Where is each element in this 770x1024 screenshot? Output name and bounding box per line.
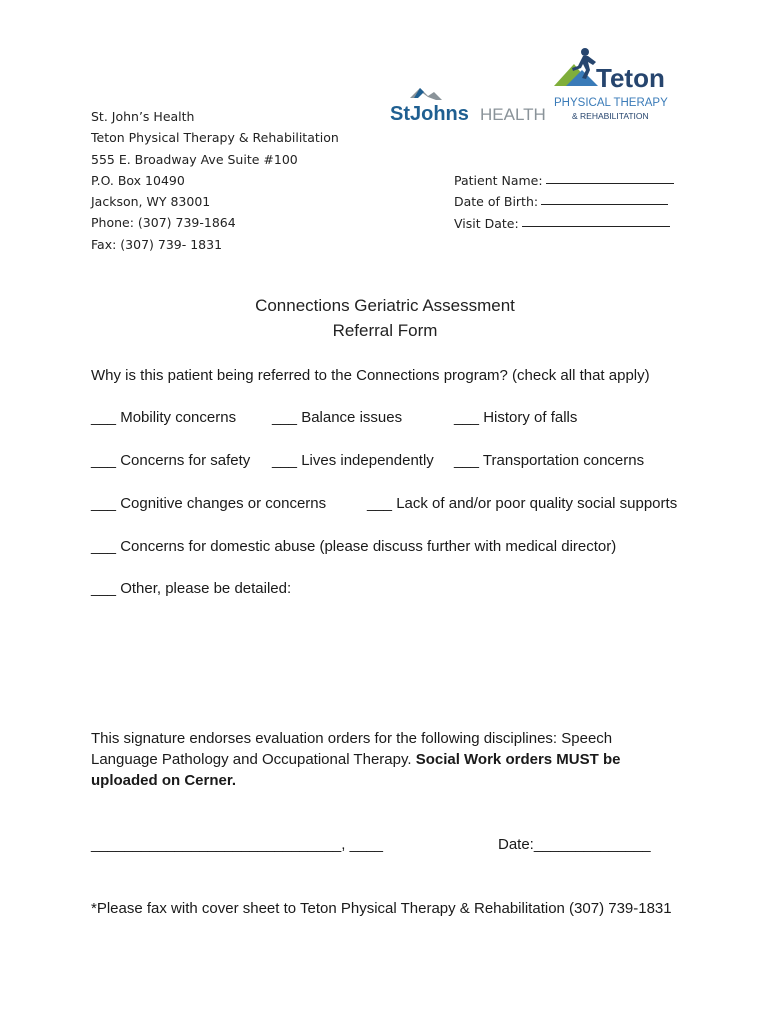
address-block	[91, 106, 339, 255]
checklist-item-other[interactable]: ___ Other, please be detailed:	[91, 580, 292, 597]
checklist-item-lives-independently[interactable]: ___ Lives independently	[272, 452, 434, 469]
endorsement-body: This signature endorses evaluation orders for the following disciplines: Speech Language Pathology and Occupational Therapy.	[91, 730, 613, 768]
address-line: 555 E. Broadway Ave Suite #100	[91, 151, 298, 167]
visit-date-line[interactable]	[522, 213, 670, 227]
patient-name-line[interactable]	[546, 170, 674, 184]
date-line[interactable]: Date:______________	[498, 836, 651, 853]
referral-question: Why is this patient being referred to the Connections program? (check all that apply)	[91, 367, 650, 384]
signature-line[interactable]: ______________________________, ____	[91, 836, 383, 853]
endorsement-bold: Social Work orders MUST be uploaded on Cerner.	[91, 751, 621, 789]
stjohns-logo-name: StJohns	[390, 103, 469, 125]
checklist-item-safety[interactable]: ___ Concerns for safety	[91, 452, 251, 469]
teton-logo-line2: & REHABILITATION	[572, 111, 649, 121]
patient-info-fields	[454, 170, 674, 234]
address-line: Phone: (307) 739-1864	[91, 215, 236, 231]
teton-logo-name: Teton	[596, 63, 665, 93]
address-line: St. John’s Health	[91, 109, 195, 124]
checklist-item-cognitive[interactable]: ___ Cognitive changes or concerns	[91, 495, 327, 512]
teton-logo-line1: PHYSICAL THERAPY	[554, 97, 668, 109]
visit-date-field[interactable]	[454, 213, 674, 234]
patient-name-label: Patient Name:	[454, 173, 543, 188]
dob-field[interactable]	[454, 191, 674, 212]
checklist-item-social-supports[interactable]: ___ Lack of and/or poor quality social supports	[367, 495, 678, 512]
stjohns-logo-health: HEALTH	[480, 105, 546, 124]
fax-note: *Please fax with cover sheet to Teton Physical Therapy & Rehabilitation (307) 739-1831	[91, 900, 672, 917]
address-line: Jackson, WY 83001	[91, 194, 211, 210]
teton-pt-logo	[552, 46, 680, 126]
patient-name-field[interactable]	[454, 170, 674, 191]
dob-line[interactable]	[541, 191, 668, 205]
stjohns-health-logo	[390, 86, 550, 126]
checklist-item-transportation[interactable]: ___ Transportation concerns	[454, 452, 645, 469]
checklist-item-balance[interactable]: ___ Balance issues	[272, 409, 403, 426]
checklist-item-mobility[interactable]: ___ Mobility concerns	[91, 409, 237, 426]
address-line: Teton Physical Therapy & Rehabilitation	[91, 130, 339, 146]
dob-label: Date of Birth:	[454, 194, 539, 210]
address-line: P.O. Box 10490	[91, 172, 185, 188]
endorsement-text	[91, 728, 651, 791]
checklist-item-domestic-abuse[interactable]: ___ Concerns for domestic abuse (please discuss further with medical director)	[91, 538, 617, 555]
visit-date-label: Visit Date:	[454, 215, 519, 231]
checklist-item-falls[interactable]: ___ History of falls	[454, 409, 578, 426]
address-line: Fax: (307) 739- 1831	[91, 236, 223, 252]
form-title: Connections Geriatric Assessment	[255, 296, 515, 315]
form-subtitle: Referral Form	[332, 321, 438, 340]
